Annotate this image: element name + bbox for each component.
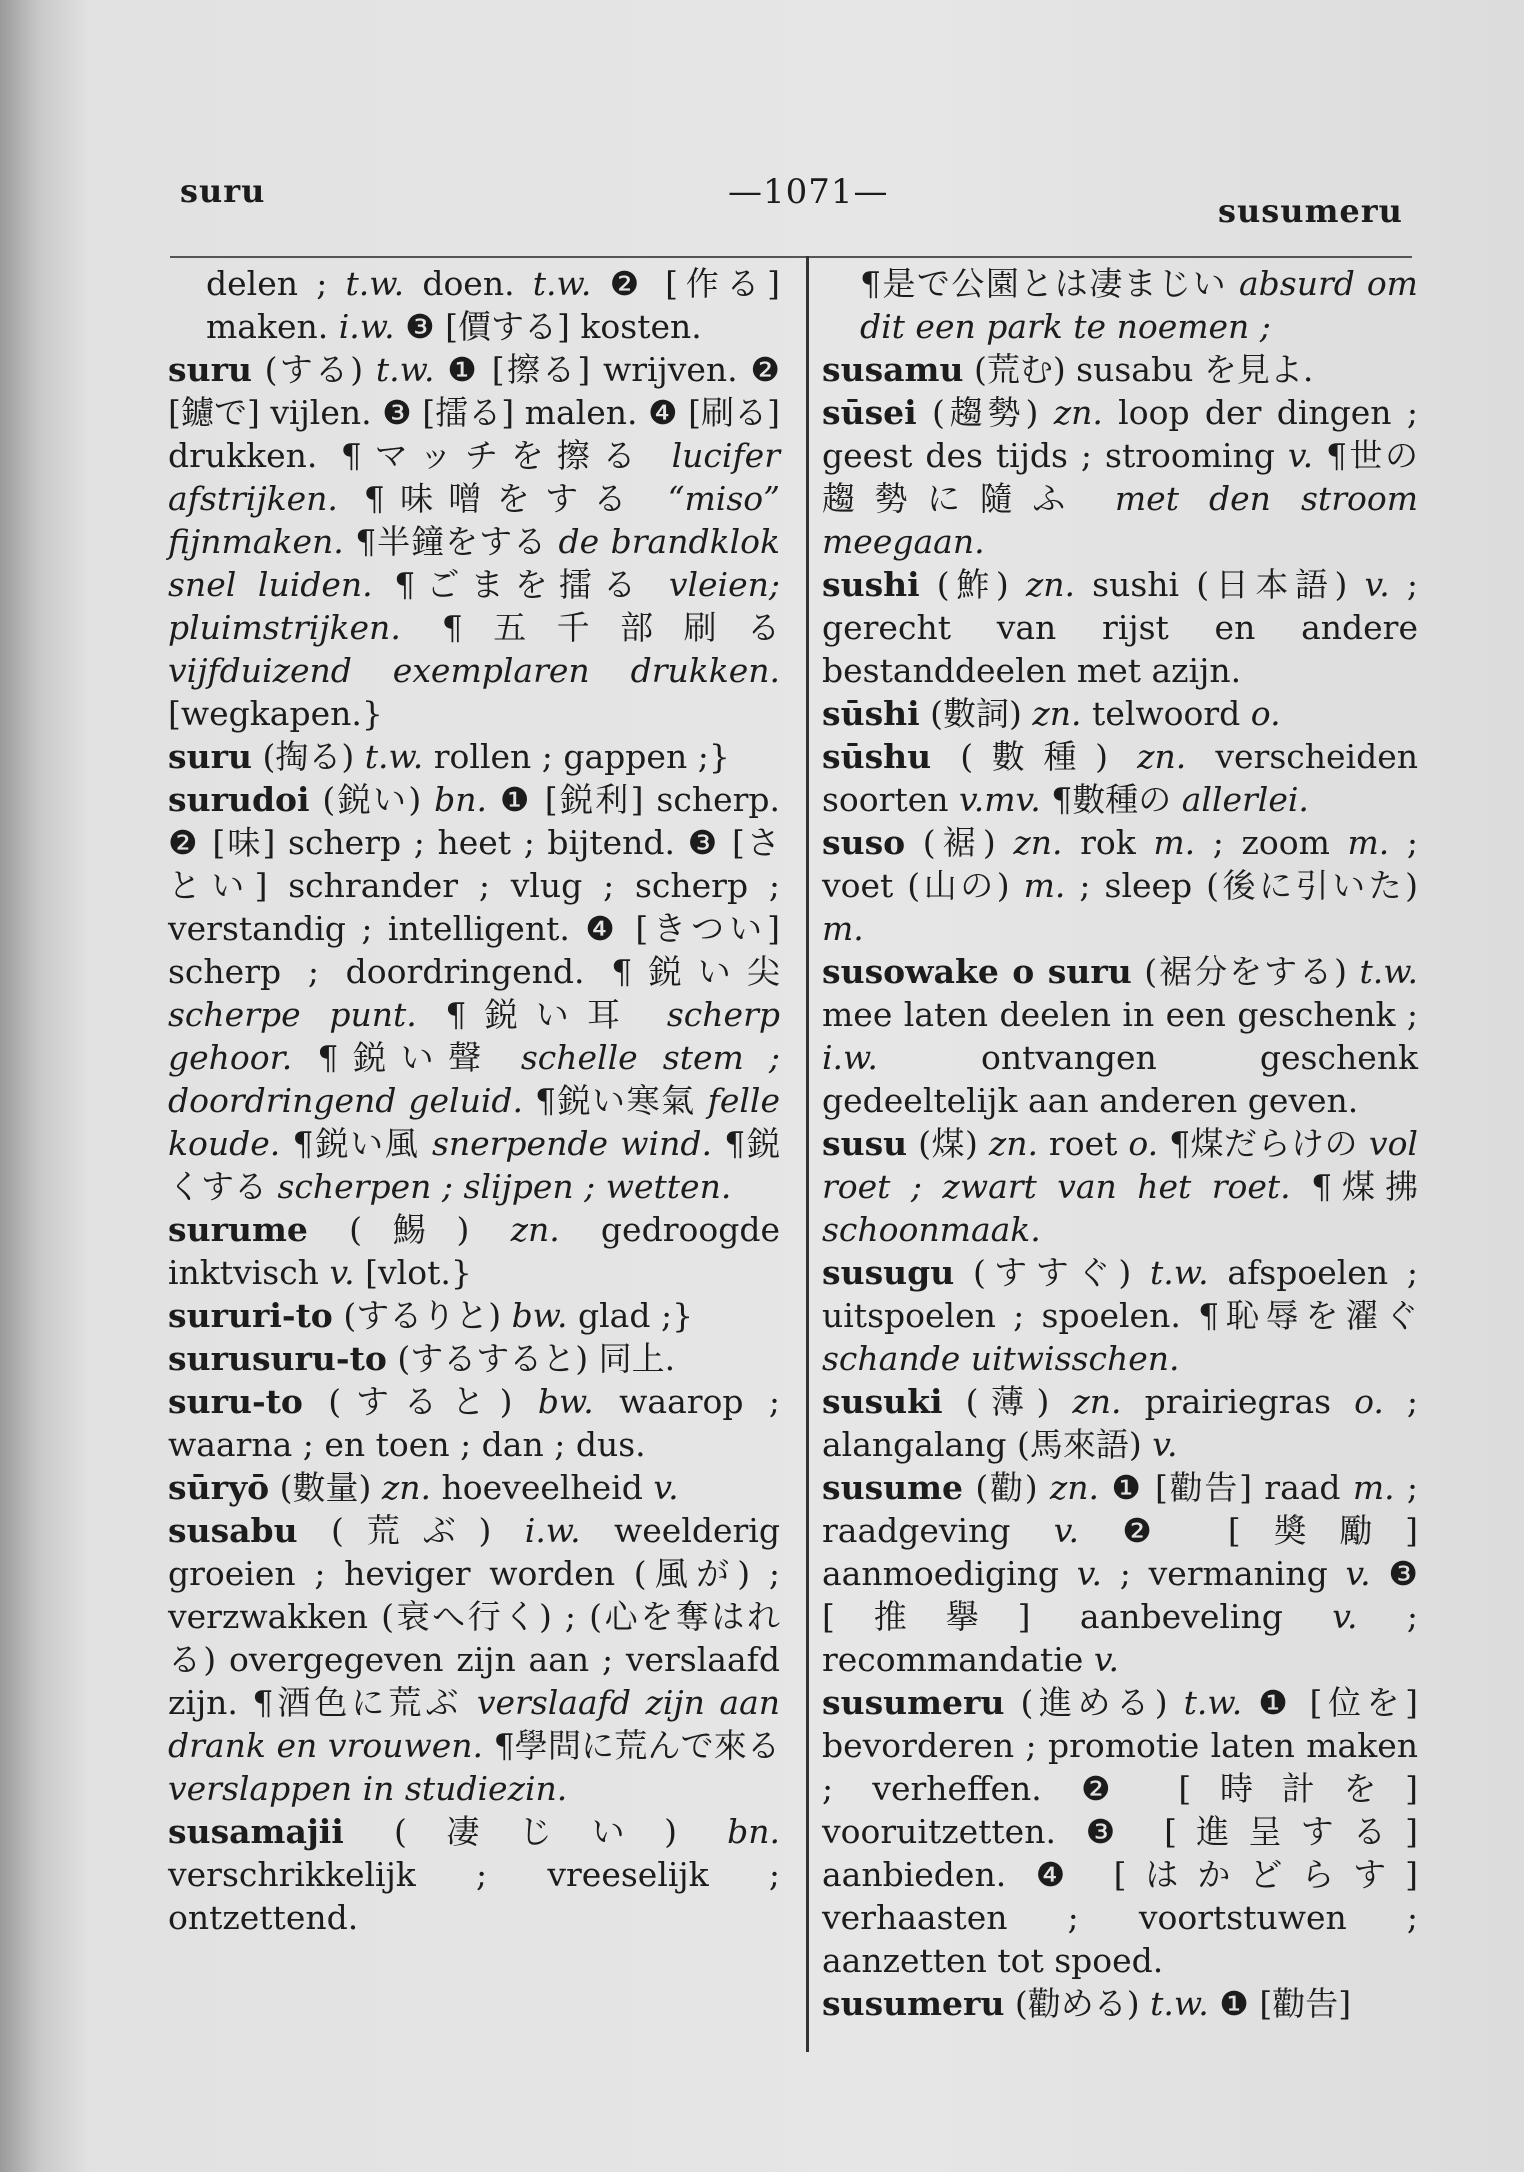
dictionary-entry: sūryō (數量) zn. hoeveelheid v.	[168, 1468, 679, 1507]
dictionary-entry: susugu (すすぐ) t.w. afspoelen ; uitspoelen ; spoelen. ¶恥辱を濯ぐ schande uitwisschen.	[822, 1253, 1418, 1378]
header-rule	[170, 256, 1412, 258]
entry-continuation: delen ; t.w. doen. t.w. ❷ [作る] maken. i.w. ❸ [價する] kosten.	[206, 264, 780, 346]
dictionary-entry: suru (掏る) t.w. rollen ; gappen ;}	[168, 737, 730, 776]
dictionary-entry: surusuru-to (するすると) 同上.	[168, 1339, 676, 1378]
dictionary-entry: sūsei (趨勢) zn. loop der dingen ; geest des tijds ; strooming v. ¶世の趨勢に隨ふ met den stroom meegaan.	[822, 393, 1418, 561]
dictionary-entry: susumeru (進める) t.w. ❶ [位を] bevorderen ; promotie laten maken ; verheffen. ❷ [時計を] vooruitzetten. ❸ [進呈する] aanbieden. ❹ [はかどらす] verhaasten ; voortstuwen ; aanzetten tot spoed.	[822, 1683, 1418, 1980]
dictionary-entry: susowake o suru (裾分をする) t.w. mee laten deelen in een geschenk ; i.w. ontvangen geschenk gedeeltelijk aan anderen geven.	[822, 952, 1419, 1120]
entry-continuation: ¶是で公園とは凄まじい absurd om dit een park te noemen ;	[860, 264, 1418, 346]
dictionary-entry: surudoi (鋭い) bn. ❶ [鋭利] scherp. ❷ [味] scherp ; heet ; bijtend. ❸ [さとい] schrander ; vlug ; scherp ; verstandig ; intelligent. ❹ [きつい] scherp ; doordringend. ¶鋭い尖 scherpe punt. ¶鋭い耳 scherp gehoor. ¶鋭い聲 schelle stem ; doordringend geluid. ¶鋭い寒氣 felle koude. ¶鋭い風 snerpende wind. ¶鋭くする scherpen ; slijpen ; wetten.	[168, 780, 781, 1206]
dictionary-entry: susamu (荒む) susabu を見よ.	[822, 350, 1314, 389]
dictionary-entry: susuki (薄) zn. prairiegras o. ; alangalang (馬來語) v.	[822, 1382, 1419, 1464]
left-column	[168, 262, 780, 1939]
dictionary-entry: susabu (荒ぶ) i.w. weelderig groeien ; heviger worden (風が) ; verzwakken (衰へ行く) ; (心を奪はれる) overgegeven zijn aan ; verslaafd zijn. ¶酒色に荒ぶ verslaafd zijn aan drank en vrouwen. ¶學問に荒んで來る verslappen in studiezin.	[168, 1511, 780, 1808]
dictionary-entry: surume (鯣) zn. gedroogde inktvisch v. [vlot.}	[168, 1210, 780, 1292]
running-head-left: suru	[180, 172, 266, 210]
dictionary-entry: suso (裾) zn. rok m. ; zoom m. ; voet (山の) m. ; sleep (後に引いた) m.	[822, 823, 1419, 948]
dictionary-entry: sushi (鮓) zn. sushi (日本語) v. ; gerecht van rijst en andere bestanddeelen met azijn.	[822, 565, 1418, 690]
dictionary-entry: susume (勸) zn. ❶ [勸告] raad m. ; raadgeving v. ❷ [奬勵] aanmoediging v. ; vermaning v. ❸ [推擧] aanbeveling v. ; recommandatie v.	[822, 1468, 1419, 1679]
dictionary-entry: sururi-to (するりと) bw. glad ;}	[168, 1296, 694, 1335]
right-column	[822, 262, 1418, 2025]
dictionary-entry: sūshu (數種) zn. verscheiden soorten v.mv. ¶數種の allerlei.	[822, 737, 1418, 819]
dictionary-entry: suru-to (すると) bw. waarop ; waarna ; en toen ; dan ; dus.	[168, 1382, 780, 1464]
column-divider	[806, 256, 809, 2052]
running-head-right: susumeru	[1218, 192, 1403, 230]
page-number: —1071—	[728, 172, 889, 212]
dictionary-entry: susumeru (勸める) t.w. ❶ [勸告]	[822, 1984, 1352, 2023]
dictionary-entry: suru (する) t.w. ❶ [擦る] wrijven. ❷ [鑢で] vijlen. ❸ [擂る] malen. ❹ [刷る] drukken. ¶マッチを擦る lucifer afstrijken. ¶味噌をする “miso” fijnmaken. ¶半鐘をする de brandklok snel luiden. ¶ごまを擂る vleien; pluimstrijken. ¶五千部刷る vijfduizend exemplaren drukken. [wegkapen.}	[168, 350, 780, 733]
dictionary-entry: sūshi (數詞) zn. telwoord o.	[822, 694, 1281, 733]
dictionary-entry: susu (煤) zn. roet o. ¶煤だらけの vol roet ; zwart van het roet. ¶煤拂 schoonmaak.	[822, 1124, 1418, 1249]
dictionary-entry: susamajii (凄じい) bn. verschrikkelijk ; vreeselijk ; ontzettend.	[168, 1812, 780, 1937]
